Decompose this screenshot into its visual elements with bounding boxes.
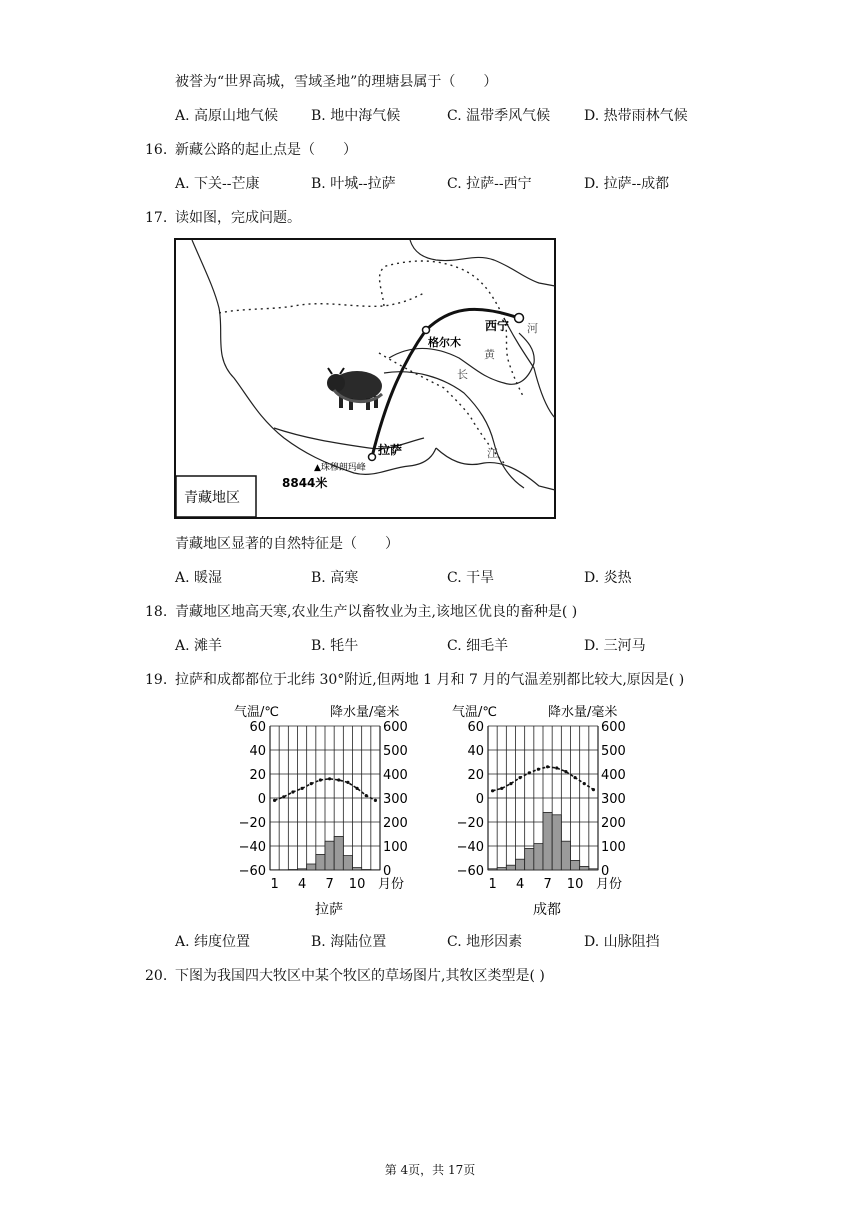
chart1-y-right-tick: 200 xyxy=(383,816,408,831)
chart2-y-left-tick: 20 xyxy=(467,768,484,783)
chart2-temp-point xyxy=(592,788,595,791)
chart2-temp-point xyxy=(555,766,558,769)
q19-option-d[interactable]: D. 山脉阻挡 xyxy=(584,934,660,950)
chart2-y-right-tick: 0 xyxy=(601,864,610,879)
chart2-precip-bar xyxy=(534,844,543,870)
chart2-precip-bar xyxy=(552,815,561,870)
chart1-temp-point xyxy=(365,794,368,797)
q18-option-d[interactable]: D. 三河马 xyxy=(584,638,646,654)
chart1-precip-bar xyxy=(353,868,362,870)
chart1-temp-point xyxy=(328,777,331,780)
chart1-x-tick: 4 xyxy=(297,877,307,892)
q15-option-a[interactable]: A. 高原山地气候 xyxy=(175,108,279,124)
chart2-temp-point xyxy=(537,768,540,771)
chart2-y-right-tick: 100 xyxy=(601,840,626,855)
q19-option-c[interactable]: C. 地形因素 xyxy=(447,934,523,950)
chart2-y-right-tick: 200 xyxy=(601,816,626,831)
q20-line xyxy=(145,966,545,986)
chart2-temp-point xyxy=(573,776,576,779)
chart1-precip-bar xyxy=(307,864,316,870)
chart2-precip-bar xyxy=(516,859,525,870)
chart1-y-left-tick: 60 xyxy=(249,720,266,735)
chart2-precip-bar xyxy=(543,812,552,870)
chart1-x-tick: 10 xyxy=(348,877,366,892)
chart1-title: 拉萨 xyxy=(315,902,343,918)
chart1-temp-point xyxy=(282,795,285,798)
chart2-precip-bar xyxy=(571,860,580,870)
q18-line xyxy=(145,602,577,622)
chart1-precip-bar xyxy=(334,836,343,870)
chart1-precip-bar xyxy=(316,854,325,870)
chart2-y-left-tick: 0 xyxy=(475,792,484,807)
page-footer: 第 4页，共 17页 xyxy=(384,1163,476,1177)
q16-option-a[interactable]: A. 下关--芒康 xyxy=(175,176,260,192)
river-label-jiang: 江 xyxy=(487,447,498,460)
chart1-temp-point xyxy=(346,781,349,784)
city-label-golmud: 格尔木 xyxy=(428,336,461,349)
chart1-y-right-tick: 400 xyxy=(383,768,408,783)
qinghai-tibet-map xyxy=(174,238,556,519)
q19-number: 19. xyxy=(145,672,168,688)
q15-option-b[interactable]: B. 地中海气候 xyxy=(311,108,401,124)
chart2-y-right-tick: 300 xyxy=(601,792,626,807)
chart2-y-right-label: 降水量/毫米 xyxy=(548,705,618,720)
chart1-y-left-tick: −60 xyxy=(238,864,266,879)
q20-number: 20. xyxy=(145,968,168,984)
chart2-precip-bar xyxy=(497,868,506,870)
climate-chart-chengdu xyxy=(450,702,640,924)
chart1-temp-point xyxy=(273,799,276,802)
q18-option-c[interactable]: C. 细毛羊 xyxy=(447,638,509,654)
chart1-y-left-tick: −20 xyxy=(238,816,266,831)
chart2-y-left-tick: −20 xyxy=(456,816,484,831)
chart2-temp-point xyxy=(518,776,521,779)
peak-label: ▲珠穆朗玛峰 xyxy=(314,463,366,473)
chart2-temp-point xyxy=(509,782,512,785)
chart2-precip-bar xyxy=(488,869,497,870)
q18-number: 18. xyxy=(145,604,168,620)
q17-sub-stem: 青藏地区显著的自然特征是（ ） xyxy=(175,536,399,552)
q19-option-b[interactable]: B. 海陆位置 xyxy=(311,934,387,950)
q19-option-a[interactable]: A. 纬度位置 xyxy=(175,934,251,950)
q16-stem: 新藏公路的起止点是（ ） xyxy=(175,142,357,158)
chart2-temp-point xyxy=(528,771,531,774)
q17-option-a[interactable]: A. 暖湿 xyxy=(175,570,223,586)
chart1-y-left-label: 气温/℃ xyxy=(234,705,279,720)
chart2-y-left-tick: −60 xyxy=(456,864,484,879)
climate-chart-lhasa xyxy=(232,702,422,924)
river-label-chang: 长 xyxy=(457,368,468,381)
chart1-temp-point xyxy=(310,782,313,785)
chart2-x-tick: 4 xyxy=(515,877,525,892)
q16-option-d[interactable]: D. 拉萨--成都 xyxy=(584,176,670,192)
chart1-y-right-tick: 0 xyxy=(383,864,392,879)
chart2-y-right-tick: 400 xyxy=(601,768,626,783)
q18-option-b[interactable]: B. 牦牛 xyxy=(311,638,359,654)
chart2-temp-point xyxy=(583,782,586,785)
chart1-y-right-tick: 600 xyxy=(383,720,408,735)
chart2-precip-bar xyxy=(580,866,589,870)
chart1-temp-point xyxy=(291,790,294,793)
peak-height: 8844米 xyxy=(282,476,328,490)
chart2-precip-bar xyxy=(561,841,570,870)
q17-option-c[interactable]: C. 干旱 xyxy=(447,570,495,586)
chart1-x-tick: 1 xyxy=(270,877,279,892)
chart2-y-left-label: 气温/℃ xyxy=(452,705,497,720)
chart2-temp-point xyxy=(500,787,503,790)
chart2-y-left-tick: −40 xyxy=(456,840,484,855)
chart2-x-tick: 7 xyxy=(543,877,552,892)
q19-stem: 拉萨和成都都位于北纬 30°附近,但两地 1 月和 7 月的气温差别都比较大,原因是( ) xyxy=(175,672,685,688)
q17-option-d[interactable]: D. 炎热 xyxy=(584,570,632,586)
chart1-temp-point xyxy=(355,787,358,790)
q16-number: 16. xyxy=(145,142,168,158)
chart2-temp-point xyxy=(564,770,567,773)
q15-option-d[interactable]: D. 热带雨林气候 xyxy=(584,108,688,124)
q18-option-a[interactable]: A. 滩羊 xyxy=(175,638,223,654)
q16-line xyxy=(145,140,357,160)
chart2-x-tick: 10 xyxy=(566,877,584,892)
q19-line xyxy=(145,670,684,690)
q17-option-b[interactable]: B. 高寒 xyxy=(311,570,359,586)
chart1-y-left-tick: 0 xyxy=(257,792,266,807)
chart2-y-right-tick: 500 xyxy=(601,744,626,759)
q20-stem: 下图为我国四大牧区中某个牧区的草场图片,其牧区类型是( ) xyxy=(175,968,545,984)
chart2-y-left-tick: 60 xyxy=(467,720,484,735)
chart2-x-label: 月份 xyxy=(596,877,623,892)
chart2-temp-point xyxy=(491,789,494,792)
city-label-xining: 西宁 xyxy=(485,319,510,333)
city-label-lhasa: 拉萨 xyxy=(378,443,403,457)
chart1-precip-bar xyxy=(298,869,307,870)
chart2-temp-point xyxy=(546,765,549,768)
chart1-y-left-tick: 40 xyxy=(249,744,266,759)
chart2-title: 成都 xyxy=(533,902,561,918)
q15-option-c[interactable]: C. 温带季风气候 xyxy=(447,108,551,124)
xining-marker xyxy=(515,314,524,323)
chart1-y-right-tick: 300 xyxy=(383,792,408,807)
chart1-y-right-tick: 500 xyxy=(383,744,408,759)
q16-option-c[interactable]: C. 拉萨--西宁 xyxy=(447,176,532,192)
chart1-temp-point xyxy=(300,787,303,790)
chart2-precip-bar xyxy=(506,865,515,870)
river-label-he: 河 xyxy=(527,322,538,335)
chart2-precip-bar xyxy=(589,869,598,870)
region-label: 青藏地区 xyxy=(184,490,240,506)
chart1-y-left-tick: 20 xyxy=(249,768,266,783)
lhasa-marker xyxy=(369,454,376,461)
chart1-x-tick: 7 xyxy=(325,877,334,892)
q18-stem: 青藏地区地高天寒,农业生产以畜牧业为主,该地区优良的畜种是( ) xyxy=(175,604,578,620)
chart1-temp-point xyxy=(337,778,340,781)
chart2-y-left-tick: 40 xyxy=(467,744,484,759)
chart1-temp-point xyxy=(319,778,322,781)
chart2-y-right-tick: 600 xyxy=(601,720,626,735)
golmud-marker xyxy=(423,327,430,334)
q17-line xyxy=(145,208,301,228)
q16-option-b[interactable]: B. 叶城--拉萨 xyxy=(311,176,396,192)
chart1-precip-bar xyxy=(343,856,352,870)
chart1-y-left-tick: −40 xyxy=(238,840,266,855)
river-label-huang: 黄 xyxy=(484,348,495,361)
chart1-y-right-label: 降水量/毫米 xyxy=(330,705,400,720)
chart1-y-right-tick: 100 xyxy=(383,840,408,855)
chart2-precip-bar xyxy=(525,848,534,870)
q17-stem: 读如图，完成问题。 xyxy=(175,210,301,226)
chart1-temp-point xyxy=(374,799,377,802)
chart1-x-label: 月份 xyxy=(378,877,405,892)
chart2-x-tick: 1 xyxy=(488,877,497,892)
q15-stem: 被誉为“世界高城，雪域圣地”的理塘县属于（ ） xyxy=(175,74,498,90)
q17-number: 17. xyxy=(145,210,168,226)
chart1-precip-bar xyxy=(325,841,334,870)
